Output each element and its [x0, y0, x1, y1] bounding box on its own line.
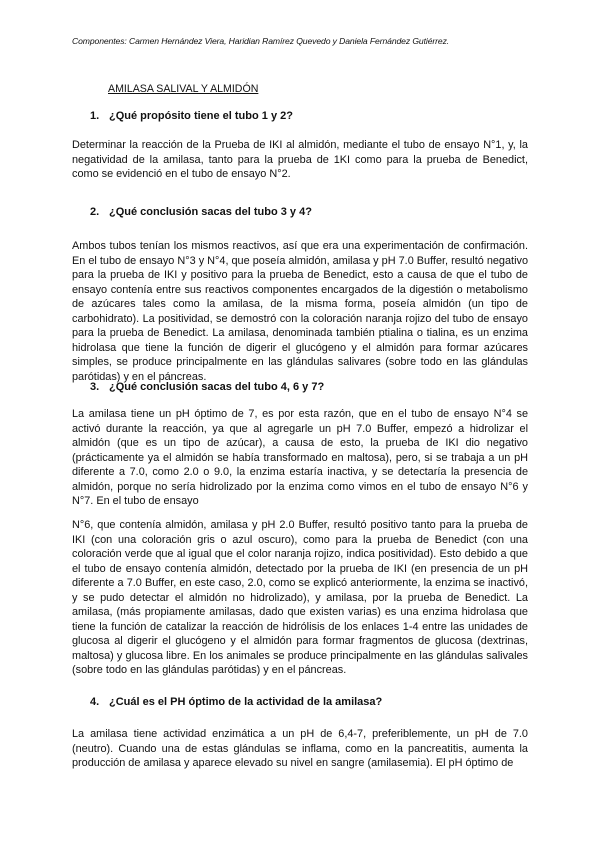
document-header-authors: Componentes: Carmen Hernández Viera, Haridian Ramírez Quevedo y Daniela Fernández Gutiérrez. — [72, 36, 450, 46]
question-number: 3. — [90, 381, 100, 393]
question-heading-1 — [90, 110, 293, 122]
question-heading-4 — [90, 696, 382, 708]
question-text: ¿Cuál es el PH óptimo de la actividad de la amilasa? — [109, 696, 383, 708]
answer-paragraph-3a: La amilasa tiene un pH óptimo de 7, es por esta razón, que en el tubo de ensayo N°4 se activó durante la reacción, ya que al agregarle un pH 7.0 Buffer, empezó a hidrolizar el almidón (que es un tipo de azúcar), a causa de esto, la prueba de IKI dio negativo (prácticamente ya el almidón se había transformado en maltosa), pero, si se trabaja a un pH diferente a 7.0, como 2.0 o 9.0, la enzima estaría inactiva, y se detectaría la presencia de almidón, porque no sería hidrolizado por la enzima como vimos en el tubo de ensayo N°6 y N°7. En el tubo de ensayo — [72, 408, 528, 507]
answer-paragraph-3b: N°6, que contenía almidón, amilasa y pH 2.0 Buffer, resultó positivo tanto para la prueba de IKI (con una coloración gris o azul oscuro), como para la prueba de Benedict (con una coloración verde que al igual que el color naranja rojizo, indica positividad). Esto debido a que el tubo de ensayo contenía almidón, detectado por la prueba de IKI (en presencia de un pH diferente a 7.0 Buffer, en este caso, 2.0, como se explicó anteriormente, la enzima se inactivó, y se pudo detectar el almidón no hidrolizado), y amilasa, por la prueba de Benedict. La amilasa, (más propiamente amilasas, dado que existen varias) es una enzima hidrolasa que tiene la función de catalizar la reacción de hidrólisis de los enlaces 1-4 entre las unidades de glucosa al digerir el glucógeno y el almidón para formar fragmentos de glucosa (dextrinas, maltosa) y glucosa libre. En los animales se produce principalmente en las glándulas salivales (sobre todo en las glándulas parótidas) y en el páncreas. — [72, 519, 528, 676]
document-title: AMILASA SALIVAL Y ALMIDÓN — [108, 83, 259, 95]
question-number: 4. — [90, 696, 100, 708]
question-heading-2 — [90, 206, 312, 218]
question-text: ¿Qué propósito tiene el tubo 1 y 2? — [109, 110, 293, 122]
question-text: ¿Qué conclusión sacas del tubo 3 y 4? — [109, 206, 312, 218]
question-number: 1. — [90, 110, 100, 122]
question-heading-3 — [90, 381, 324, 393]
answer-paragraph-4: La amilasa tiene actividad enzimática a un pH de 6,4-7, preferiblemente, un pH de 7.0 (neutro). Cuando una de estas glándulas se inflama, como en la pancreatitis, aumenta la producción de amilasa y aparece elevado su nivel en sangre (amilasemia). El pH óptimo de — [72, 728, 528, 769]
question-number: 2. — [90, 206, 100, 218]
answer-paragraph-2: Ambos tubos tenían los mismos reactivos, así que era una experimentación de confirmación. En el tubo de ensayo N°3 y N°4, que poseía almidón, amilasa y pH 7.0 Buffer, resultó negativo para la prueba de IKI y positivo para la prueba de Benedict, esto a causa de que el tubo de ensayo contenía entre sus reactivos componentes encargados de la digestión o metabolismo de azúcares tales como la amilasa, de la misma forma, poseía almidón (un tipo de carbohidrato). La positividad, se demostró con la coloración naranja rojizo del tubo de ensayo para la prueba de Benedict. La amilasa, denominada también ptialina o tialina, es un enzima hidrolasa que tiene la función de digerir el glucógeno y el almidón para formar azúcares simples, se produce principalmente en las glándulas salivares (sobre todo en las glándulas parótidas) y en el páncreas. — [72, 240, 528, 383]
answer-paragraph-1: Determinar la reacción de la Prueba de IKI al almidón, mediante el tubo de ensayo N°1, y, la negatividad de la amilasa, tanto para la prueba de 1KI como para la prueba de Benedict, como se evidenció en el tubo de ensayo N°2. — [72, 139, 528, 180]
question-text: ¿Qué conclusión sacas del tubo 4, 6 y 7? — [109, 381, 325, 393]
